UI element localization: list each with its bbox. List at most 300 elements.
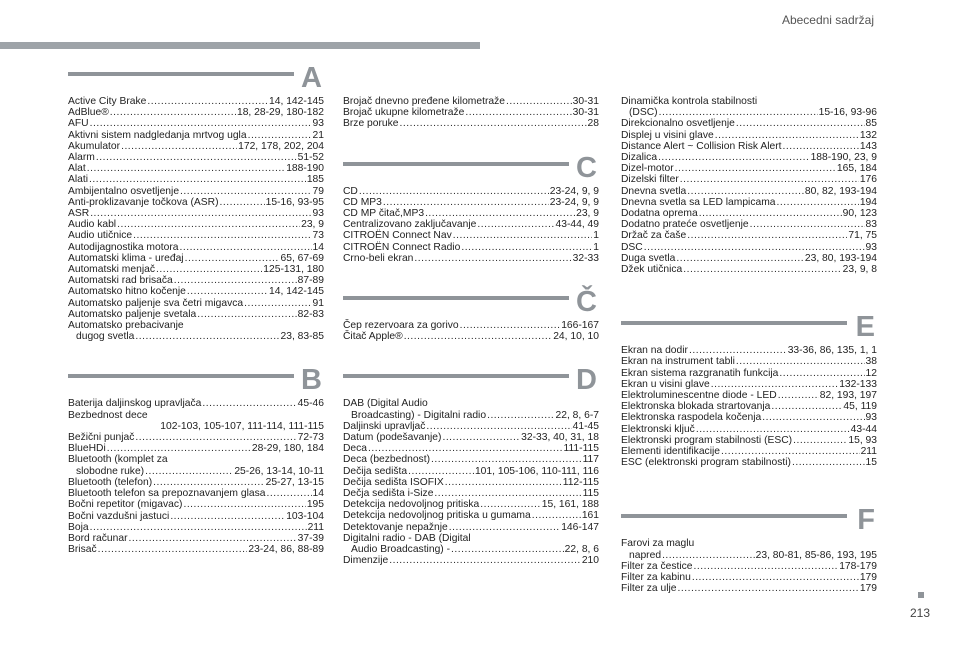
index-entry[interactable] <box>621 208 877 219</box>
leader-dots <box>750 219 865 230</box>
index-entry[interactable] <box>343 522 599 533</box>
leader-dots <box>404 331 553 342</box>
entry-pages: 112-115 <box>562 476 599 488</box>
index-entry[interactable] <box>68 488 324 499</box>
index-entry[interactable] <box>68 208 324 219</box>
entry-pages: 23-24, 9, 9 <box>549 196 599 208</box>
entry-label: Bezbednost dece <box>68 409 148 421</box>
entry-label: Akumulator <box>68 140 121 152</box>
index-section <box>621 502 877 594</box>
leader-dots <box>156 264 262 275</box>
entry-pages: 185 <box>306 174 324 186</box>
leader-dots <box>90 118 312 129</box>
entry-pages: 143 <box>859 140 877 152</box>
leader-dots <box>449 522 560 533</box>
leader-dots <box>185 253 280 264</box>
index-entry[interactable] <box>343 488 599 499</box>
index-entry[interactable] <box>343 398 599 409</box>
index-entry[interactable] <box>343 477 599 488</box>
index-entry[interactable] <box>621 538 877 549</box>
entry-pages: 82-83 <box>297 308 324 320</box>
index-entry[interactable] <box>343 454 599 465</box>
leader-dots <box>90 522 307 533</box>
index-entry[interactable] <box>68 443 324 454</box>
index-entry[interactable] <box>343 320 599 331</box>
entry-label: ASR <box>68 208 90 220</box>
entry-label: Automatsko prebacivanje <box>68 320 184 332</box>
entry-label: DSC <box>621 241 643 253</box>
leader-dots <box>771 401 842 412</box>
entry-pages: 32-33, 40, 31, 18 <box>521 432 599 444</box>
leader-dots <box>793 435 847 446</box>
index-entry[interactable] <box>68 320 324 331</box>
entry-label: Autodijagnostika motora <box>68 241 179 253</box>
index-entry[interactable] <box>68 432 324 443</box>
index-entry[interactable] <box>68 454 324 465</box>
entry-label: Alat <box>68 163 86 175</box>
index-entry[interactable] <box>343 253 599 264</box>
entry-label: Dečja sedišta i-Size <box>343 488 434 500</box>
index-entry[interactable] <box>68 107 324 118</box>
leader-dots <box>711 379 838 390</box>
entry-label: Duga svetla <box>621 252 676 264</box>
index-entry[interactable] <box>343 331 599 342</box>
leader-dots <box>453 230 593 241</box>
leader-dots <box>675 163 836 174</box>
entry-continuation <box>621 107 877 118</box>
entry-label: Bočni repetitor (migavac) <box>68 499 183 511</box>
index-entry[interactable] <box>621 264 877 275</box>
index-entry[interactable] <box>621 253 877 264</box>
leader-dots <box>408 466 474 477</box>
entry-label: Brze poruke <box>343 118 399 130</box>
leader-dots <box>121 141 237 152</box>
entry-pages: 15 <box>865 457 877 469</box>
index-entry[interactable] <box>343 186 599 197</box>
index-entry[interactable] <box>621 141 877 152</box>
index-entry[interactable] <box>68 533 324 544</box>
index-entry[interactable] <box>68 163 324 174</box>
leader-dots <box>147 96 268 107</box>
index-section <box>621 96 877 275</box>
index-entry[interactable] <box>68 174 324 185</box>
index-entry[interactable] <box>343 466 599 477</box>
entry-label: ESC (elektronski program stabilnosti) <box>621 457 791 469</box>
index-entry[interactable] <box>621 242 877 253</box>
index-section <box>343 96 599 130</box>
entry-label: AFU <box>68 118 89 130</box>
entry-label: Automatski menjač <box>68 264 155 276</box>
index-entry[interactable] <box>621 219 877 230</box>
index-entry[interactable] <box>343 533 599 544</box>
index-entry[interactable] <box>621 174 877 185</box>
leader-dots <box>736 356 865 367</box>
index-entry[interactable] <box>343 96 599 107</box>
index-entry[interactable] <box>68 499 324 510</box>
index-entry[interactable] <box>621 561 877 572</box>
entry-pages: 22, 8, 6 <box>564 544 599 556</box>
entry-label: Dizalica <box>621 152 658 164</box>
index-section <box>621 309 877 468</box>
index-entry[interactable] <box>621 435 877 446</box>
index-entry[interactable] <box>343 432 599 443</box>
index-column-1 <box>68 60 324 555</box>
entry-pages: 15, 93 <box>848 434 877 446</box>
entry-label: Bluetooth telefon sa prepoznavanjem glasa <box>68 488 266 500</box>
entry-label: CD <box>343 185 358 197</box>
entry-pages: 51-52 <box>297 152 324 164</box>
entry-pages: 25-27, 13-15 <box>265 476 324 488</box>
leader-dots <box>414 253 571 264</box>
index-entry[interactable] <box>68 141 324 152</box>
leader-dots <box>532 510 581 521</box>
index-entry[interactable] <box>621 345 877 356</box>
entry-pages: 80, 82, 193-194 <box>804 185 877 197</box>
leader-dots <box>683 264 841 275</box>
index-entry[interactable] <box>68 511 324 522</box>
leader-dots <box>202 398 296 409</box>
entry-pages: 91 <box>312 297 324 309</box>
index-entry[interactable] <box>343 230 599 241</box>
entry-pages: 178-179 <box>839 560 877 572</box>
entry-label: Bluetooth (telefon) <box>68 476 153 488</box>
entry-pages: 15-16, 93-96 <box>818 107 877 119</box>
index-entry[interactable] <box>621 401 877 412</box>
entry-label: Datum (podešavanje) <box>343 432 442 444</box>
index-entry[interactable] <box>68 410 324 421</box>
entry-pages: 14 <box>312 241 324 253</box>
leader-dots <box>659 107 818 118</box>
index-entry[interactable] <box>343 555 599 566</box>
entry-pages: 23, 9 <box>576 208 599 220</box>
index-entry[interactable] <box>621 446 877 457</box>
entry-label: Dizelski filter <box>621 174 679 186</box>
section-letter: C <box>576 151 597 184</box>
index-entry[interactable] <box>68 230 324 241</box>
entry-label: Elektronska blokada strartovanja <box>621 401 771 413</box>
index-column-3 <box>621 60 877 595</box>
index-entry[interactable] <box>621 356 877 367</box>
leader-dots <box>689 345 787 356</box>
leader-dots <box>658 152 810 163</box>
section-header <box>343 362 599 398</box>
leader-dots <box>129 533 297 544</box>
index-entry[interactable] <box>68 152 324 163</box>
index-entry[interactable] <box>621 130 877 141</box>
section-rule <box>68 72 294 76</box>
entry-label: Bežični punjač <box>68 432 135 444</box>
index-entry[interactable] <box>621 412 877 423</box>
leader-dots <box>145 466 233 477</box>
leader-dots <box>110 107 236 118</box>
leader-dots <box>777 197 859 208</box>
entry-pages: 30-31 <box>572 96 599 107</box>
entry-pages: 23, 9 <box>301 219 324 231</box>
section-rule <box>68 374 294 378</box>
index-entry[interactable] <box>621 197 877 208</box>
entry-pages: 23-24, 9, 9 <box>549 185 599 197</box>
entry-pages: 65, 67-69 <box>280 252 324 264</box>
index-entry[interactable] <box>621 152 877 163</box>
entry-label: Dimenzije <box>343 555 389 567</box>
entry-pages: 14 <box>312 488 324 500</box>
index-entry[interactable] <box>68 477 324 488</box>
entry-label: Distance Alert ~ Collision Risk Alert <box>621 140 782 152</box>
entry-label: Alarm <box>68 152 95 164</box>
entry-continuation <box>621 550 877 561</box>
index-entry[interactable] <box>68 298 324 309</box>
entry-label: CITROËN Connect Radio <box>343 241 461 253</box>
leader-dots <box>368 443 562 454</box>
entry-pages: 14, 142-145 <box>269 96 324 107</box>
entry-pages: 15, 161, 188 <box>541 499 599 511</box>
index-entry[interactable] <box>621 572 877 583</box>
entry-pages: 87-89 <box>297 275 324 287</box>
leader-dots <box>180 186 311 197</box>
entry-pages: 15-16, 93-95 <box>265 196 324 208</box>
entry-pages: 83 <box>865 219 877 231</box>
entry-label: Filter za čestice <box>621 560 693 572</box>
index-section <box>343 150 599 264</box>
index-entry[interactable] <box>343 208 599 219</box>
entry-label: Dečija sedišta <box>343 465 408 477</box>
section-header <box>621 502 877 538</box>
entry-label: Active City Brake <box>68 96 147 107</box>
section-header <box>343 150 599 186</box>
entry-pages: 23, 9, 8 <box>842 264 877 276</box>
leader-dots <box>687 186 804 197</box>
index-entry[interactable] <box>68 118 324 129</box>
entry-pages: 211 <box>860 446 877 458</box>
entry-label: Dodatno prateće osvetljenje <box>621 219 749 231</box>
entry-label: Držač za čaše <box>621 230 687 242</box>
entry-label: Elektroluminescentne diode - LED <box>621 390 777 402</box>
leader-dots <box>133 230 311 241</box>
entry-label: Brojač ukupne kilometraže <box>343 107 465 119</box>
entry-pages: 179 <box>859 572 877 584</box>
leader-dots <box>197 309 296 320</box>
entry-pages: 41-45 <box>572 420 599 432</box>
leader-dots <box>389 555 581 566</box>
entry-pages: 115 <box>582 488 599 500</box>
entry-label: Ekran na instrument tabli <box>621 356 735 368</box>
leader-dots <box>721 446 860 457</box>
entry-pages: 23-24, 86, 88-89 <box>248 544 324 556</box>
entry-pages: 23, 80-81, 85-86, 193, 195 <box>755 549 877 561</box>
leader-dots <box>792 457 865 468</box>
leader-dots <box>244 298 311 309</box>
entry-label: Ekran sistema razgranatih funkcija <box>621 367 779 379</box>
end-marker <box>918 592 924 598</box>
index-entry[interactable] <box>621 118 877 129</box>
entry-pages: 30-31 <box>572 107 599 119</box>
entry-pages: 21 <box>312 129 324 141</box>
entry-label: Dnevna svetla <box>621 185 687 197</box>
leader-dots <box>426 421 571 432</box>
section-header <box>68 362 324 398</box>
section-rule <box>343 162 569 166</box>
entry-pages: 72-73 <box>297 432 324 444</box>
index-entry[interactable] <box>68 242 324 253</box>
leader-dots <box>680 174 859 185</box>
index-entry[interactable] <box>68 544 324 555</box>
entry-pages: 146-147 <box>561 521 599 533</box>
leader-dots <box>676 253 803 264</box>
page-number: 213 <box>909 606 930 620</box>
entry-pages: 33-36, 86, 135, 1, 1 <box>787 345 877 357</box>
entry-pages: 28-29, 180, 184 <box>251 443 324 455</box>
entry-label: Detekcija nedovoljnog pritiska <box>343 499 480 511</box>
index-entry[interactable] <box>343 242 599 253</box>
entry-pages: 132-133 <box>839 378 877 390</box>
leader-dots <box>107 443 251 454</box>
entry-pages: 23, 83-85 <box>280 331 324 343</box>
continuation-label: dugog svetla <box>76 331 135 343</box>
index-section <box>68 60 324 342</box>
entry-pages: 161 <box>581 510 599 522</box>
entry-label: Direkcionalno osvetljenje <box>621 118 735 130</box>
entry-pages: 1 <box>593 230 599 242</box>
entry-label: Deca <box>343 443 368 455</box>
leader-dots <box>699 208 842 219</box>
entry-pages: 188-190 <box>286 163 324 175</box>
index-entry[interactable] <box>621 583 877 594</box>
index-entry[interactable] <box>621 96 877 107</box>
leader-dots <box>465 107 571 118</box>
entry-label: Centralizovano zaključavanje <box>343 219 477 231</box>
entry-pages: 117 <box>582 454 599 466</box>
index-entry[interactable] <box>343 499 599 510</box>
entry-label: Digitalni radio - DAB (Digital <box>343 532 471 544</box>
index-entry[interactable] <box>343 510 599 521</box>
index-entry[interactable] <box>621 424 877 435</box>
section-header <box>68 60 324 96</box>
section-header <box>343 284 599 320</box>
entry-pages: 12 <box>865 367 877 379</box>
leader-dots <box>687 230 847 241</box>
section-letter: F <box>857 504 875 537</box>
leader-dots <box>451 544 564 555</box>
index-entry[interactable] <box>343 421 599 432</box>
leader-dots <box>98 544 248 555</box>
leader-dots <box>359 186 549 197</box>
leader-dots <box>694 561 839 572</box>
leader-dots <box>779 368 864 379</box>
entry-label: DAB (Digital Audio <box>343 398 428 410</box>
index-entry[interactable] <box>343 443 599 454</box>
leader-dots <box>383 197 549 208</box>
entry-continuation <box>68 466 324 477</box>
entry-pages: 37-39 <box>297 532 324 544</box>
leader-dots <box>135 331 279 342</box>
entry-label: Automatski rad brisača <box>68 275 173 287</box>
leader-dots <box>434 488 581 499</box>
entry-label: Deca (bezbednost) <box>343 454 431 466</box>
section-rule <box>621 321 847 325</box>
entry-label: CD MP3 <box>343 196 382 208</box>
index-entry[interactable] <box>68 186 324 197</box>
leader-dots <box>220 197 265 208</box>
index-entry[interactable] <box>68 309 324 320</box>
leader-dots <box>678 583 859 594</box>
entry-pages: 43-44 <box>850 423 877 435</box>
index-entry[interactable] <box>343 219 599 230</box>
entry-pages: 188-190, 23, 9 <box>810 152 877 164</box>
leader-dots <box>442 432 520 443</box>
entry-label: Čep rezervoara za gorivo <box>343 320 459 332</box>
entry-label: Automatsko paljenje svetala <box>68 308 197 320</box>
entry-label: Filter za kabinu <box>621 572 691 584</box>
entry-pages: 165, 184 <box>836 163 877 175</box>
entry-label: Anti-proklizavanje točkova (ASR) <box>68 196 219 208</box>
entry-pages: 23, 80, 193-194 <box>804 252 877 264</box>
index-entry[interactable] <box>68 253 324 264</box>
index-entry[interactable] <box>621 163 877 174</box>
section-rule <box>343 296 569 300</box>
section-letter: E <box>855 311 875 344</box>
section-letter: B <box>301 364 322 397</box>
section-letter: D <box>576 364 597 397</box>
index-entry[interactable] <box>343 107 599 118</box>
index-entry[interactable] <box>68 96 324 107</box>
entry-label: Audio kabl <box>68 219 117 231</box>
index-entry[interactable] <box>68 398 324 409</box>
entry-pages: 194 <box>859 196 877 208</box>
leader-dots <box>783 141 859 152</box>
index-entry[interactable] <box>621 379 877 390</box>
entry-pages: 18, 28-29, 180-182 <box>236 107 324 119</box>
entry-label: Džek utičnica <box>621 264 683 276</box>
index-entry[interactable] <box>621 186 877 197</box>
index-entry[interactable] <box>621 390 877 401</box>
index-entry[interactable] <box>68 197 324 208</box>
index-entry[interactable] <box>343 118 599 129</box>
entry-pages: 24, 10, 10 <box>553 331 599 343</box>
section-header <box>621 309 877 345</box>
leader-dots <box>96 152 297 163</box>
entry-pages: 32-33 <box>572 252 599 264</box>
entry-pages: 195 <box>306 499 324 511</box>
index-entry[interactable] <box>68 264 324 275</box>
index-entry[interactable] <box>621 457 877 468</box>
index-entry[interactable] <box>68 286 324 297</box>
entry-pages: 22, 8, 6-7 <box>555 409 599 421</box>
entry-label: Brojač dnevno pređene kilometraže <box>343 96 505 107</box>
index-entry[interactable] <box>343 197 599 208</box>
index-entry[interactable] <box>621 368 877 379</box>
entry-pages: 45, 119 <box>843 401 877 413</box>
index-entry[interactable] <box>68 522 324 533</box>
leader-dots <box>692 572 859 583</box>
entry-continuation <box>68 421 324 432</box>
entry-pages: 166-167 <box>561 320 599 332</box>
entry-pages: 93 <box>865 241 877 253</box>
entry-label: Čitač Apple® <box>343 331 403 343</box>
entry-pages: 103-104 <box>286 510 324 522</box>
entry-pages: 111-115 <box>563 443 599 455</box>
section-rule <box>343 374 569 378</box>
entry-label: Dinamička kontrola stabilnosti <box>621 96 758 107</box>
index-entry[interactable] <box>68 275 324 286</box>
entry-label: Ekran u visini glave <box>621 378 710 390</box>
index-entry[interactable] <box>621 230 877 241</box>
leader-dots <box>267 488 312 499</box>
entry-label: Bočni vazdušni jastuci <box>68 510 170 522</box>
entry-continuation <box>343 410 599 421</box>
index-entry[interactable] <box>68 130 324 141</box>
index-entry[interactable] <box>68 219 324 230</box>
entry-label: Detektovanje nepažnje <box>343 521 448 533</box>
